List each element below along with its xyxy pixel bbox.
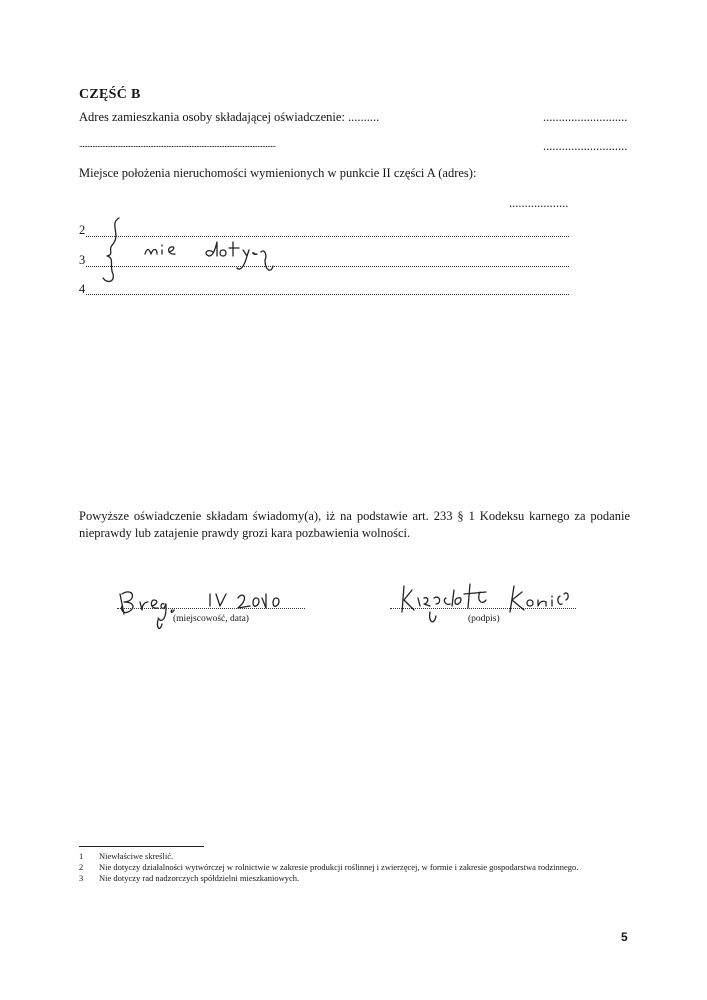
footnote-separator [79, 846, 204, 847]
footnote-3 [79, 873, 578, 884]
property-item-4-number: 4 [79, 282, 86, 296]
handwritten-nie-dotyczy [95, 212, 295, 292]
property-label: Miejsce położenia nieruchomości wymienionych w punkcie II części A (adres): [79, 166, 477, 180]
footnote-number: 1 [79, 851, 84, 861]
address-line2-dots: ....................................................................................................................... [79, 139, 276, 149]
declaration-text: Powyższe oświadczenie składam świadomy(a), iż na podstawie art. 233 § 1 Kodeksu karnego za podanie nieprawdy lub zatajenie prawdy grozi kara pozbawienia wolności. [79, 509, 630, 540]
place-date-label: (miejscowość, data) [173, 614, 249, 624]
property-item-2-number: 2 [79, 223, 86, 237]
section-title: CZĘŚĆ B [79, 87, 141, 102]
address-line2-trailing: ........................... [543, 139, 628, 153]
property-item-4-line [86, 294, 569, 295]
signature-label: (podpis) [468, 614, 500, 624]
address-label: Adres zamieszkania osoby składającej oświadczenie: .......... [79, 110, 380, 124]
page-number: 5 [621, 930, 628, 944]
footnote-number: 3 [79, 873, 84, 883]
address-trailing-dots: ........................... [543, 110, 628, 124]
footnote-text: Nie dotyczy działalności wytwórczej w rolnictwie w zakresie produkcji roślinnej i zwierzęcej, w formie i zakresie gospodarstwa rodzinnego. [99, 862, 579, 872]
footnote-2 [79, 862, 578, 873]
footnotes [79, 851, 578, 884]
footnote-text: Niewłaściwe skreślić. [99, 851, 174, 861]
footnote-number: 2 [79, 862, 84, 872]
property-item-3-number: 3 [79, 253, 86, 267]
property-line1-dots: ................... [509, 196, 569, 210]
footnote-1 [79, 851, 578, 862]
place-date-line [117, 608, 305, 609]
signature-line [390, 608, 576, 609]
footnote-text: Nie dotyczy rad nadzorczych spółdzielni mieszkaniowych. [99, 873, 300, 883]
